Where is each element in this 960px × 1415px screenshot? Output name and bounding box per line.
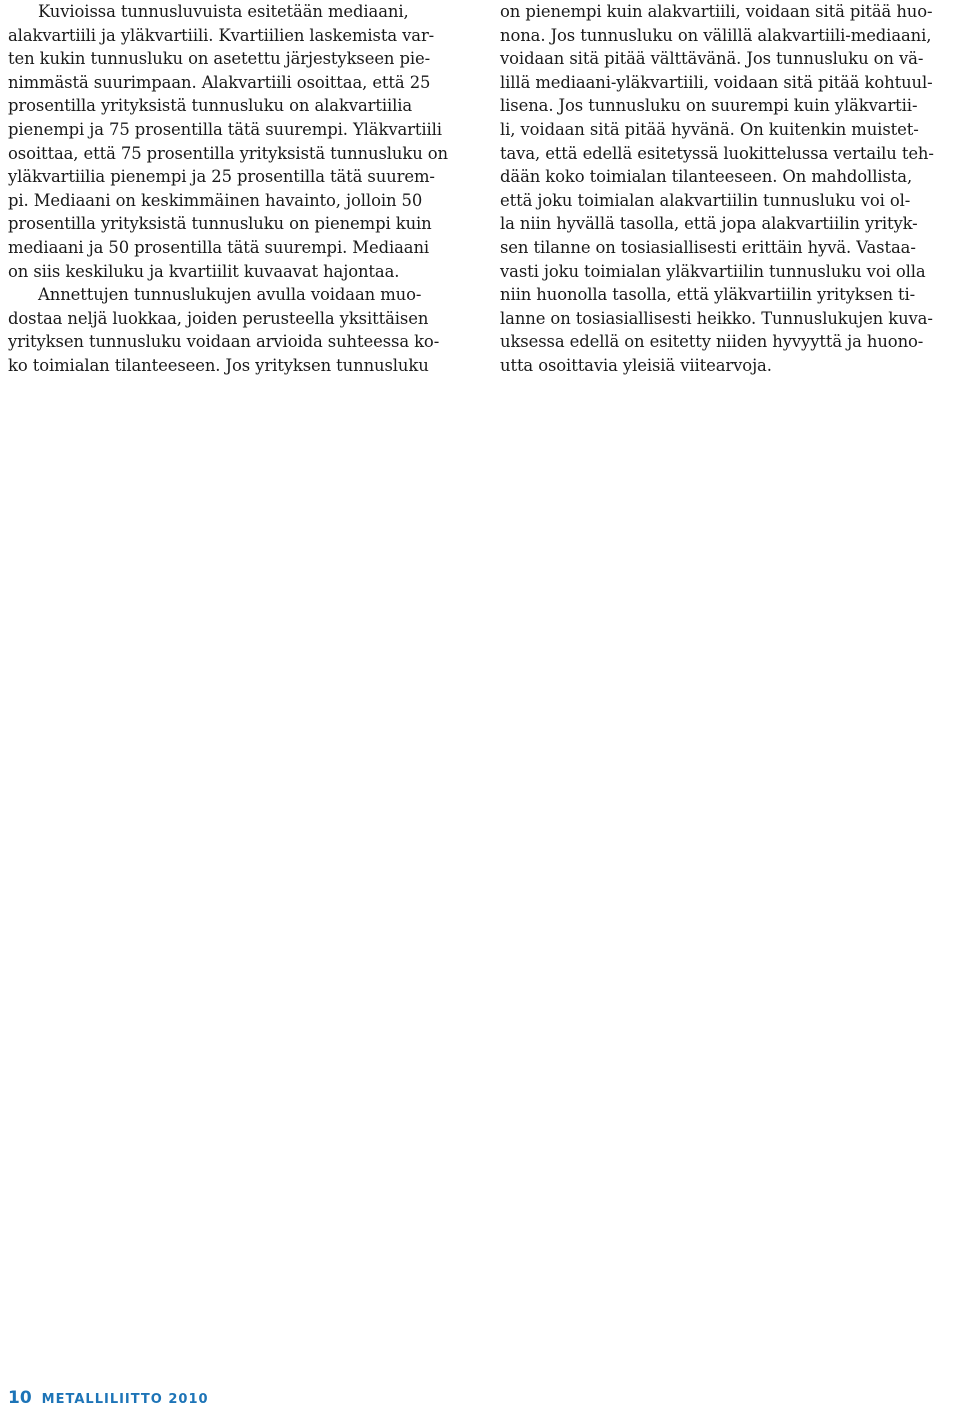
text-line: pienempi ja 75 prosentilla tätä suurempi. Yläkvartiili bbox=[8, 119, 442, 139]
text-line: vasti joku toimialan yläkvartiilin tunnusluku voi olla bbox=[500, 261, 926, 281]
text-line: utta osoittavia yleisiä viitearvoja. bbox=[500, 355, 772, 375]
text-line: sen tilanne on tosiasiallisesti erittäin hyvä. Vastaa- bbox=[500, 237, 916, 257]
text-line: ten kukin tunnusluku on asetettu järjestykseen pie- bbox=[8, 49, 431, 69]
text-line: osoittaa, että 75 prosentilla yrityksistä tunnusluku on bbox=[8, 143, 449, 163]
text-line: nimmästä suurimpaan. Alakvartiili osoittaa, että 25 bbox=[8, 72, 431, 92]
text-line: dostaa neljä luokkaa, joiden perusteella yksittäisen bbox=[8, 308, 429, 328]
text-line: yläkvartiilia pienempi ja 25 prosentilla tätä suurem- bbox=[8, 167, 435, 187]
text-line: li, voidaan sitä pitää hyvänä. On kuitenkin muistet- bbox=[500, 119, 919, 139]
text-line: pi. Mediaani on keskimmäinen havainto, jolloin 50 bbox=[8, 190, 423, 210]
text-line: prosentilla yrityksistä tunnusluku on pienempi kuin bbox=[8, 214, 432, 234]
text-line: dään koko toimialan tilanteeseen. On mahdollista, bbox=[500, 167, 913, 187]
text-line: Kuvioissa tunnusluvuista esitetään mediaani, bbox=[38, 2, 409, 21]
text-line: mediaani ja 50 prosentilla tätä suurempi. Mediaani bbox=[8, 237, 430, 257]
text-line: lillä mediaani-yläkvartiili, voidaan sitä pitää kohtuul- bbox=[500, 72, 933, 92]
right-text-column bbox=[500, 0, 960, 378]
left-text-column bbox=[8, 0, 468, 378]
text-line: on pienempi kuin alakvartiili, voidaan sitä pitää huo- bbox=[500, 2, 933, 21]
page-number: 10 bbox=[8, 1388, 32, 1408]
text-line: uksessa edellä on esitetty niiden hyvyyttä ja huono- bbox=[500, 332, 924, 352]
text-line: prosentilla yrityksistä tunnusluku on alakvartiilia bbox=[8, 96, 413, 116]
publication-name: METALLILIITTO 2010 bbox=[41, 1392, 209, 1407]
text-line: on siis keskiluku ja kvartiilit kuvaavat hajontaa. bbox=[8, 261, 400, 281]
text-line: yrityksen tunnusluku voidaan arvioida suhteessa ko- bbox=[8, 332, 440, 352]
text-line: lanne on tosiasiallisesti heikko. Tunnuslukujen kuva- bbox=[500, 308, 933, 328]
text-line: lisena. Jos tunnusluku on suurempi kuin yläkvartii- bbox=[500, 96, 918, 116]
text-line: Annettujen tunnuslukujen avulla voidaan muo- bbox=[38, 285, 422, 305]
text-line: ko toimialan tilanteeseen. Jos yrityksen tunnusluku bbox=[8, 355, 429, 375]
text-line: voidaan sitä pitää välttävänä. Jos tunnusluku on vä- bbox=[500, 49, 924, 69]
text-line: niin huonolla tasolla, että yläkvartiilin yrityksen ti- bbox=[500, 285, 916, 305]
text-line: tava, että edellä esitetyssä luokittelussa vertailu teh- bbox=[500, 143, 934, 163]
page-footer bbox=[8, 1388, 209, 1412]
text-line: alakvartiili ja yläkvartiili. Kvartiilien laskemista var- bbox=[8, 25, 435, 45]
text-line: että joku toimialan alakvartiilin tunnusluku voi ol- bbox=[500, 190, 911, 210]
text-line: nona. Jos tunnusluku on välillä alakvartiili-mediaani, bbox=[500, 25, 932, 45]
text-line: la niin hyvällä tasolla, että jopa alakvartiilin yrityk- bbox=[500, 214, 918, 234]
